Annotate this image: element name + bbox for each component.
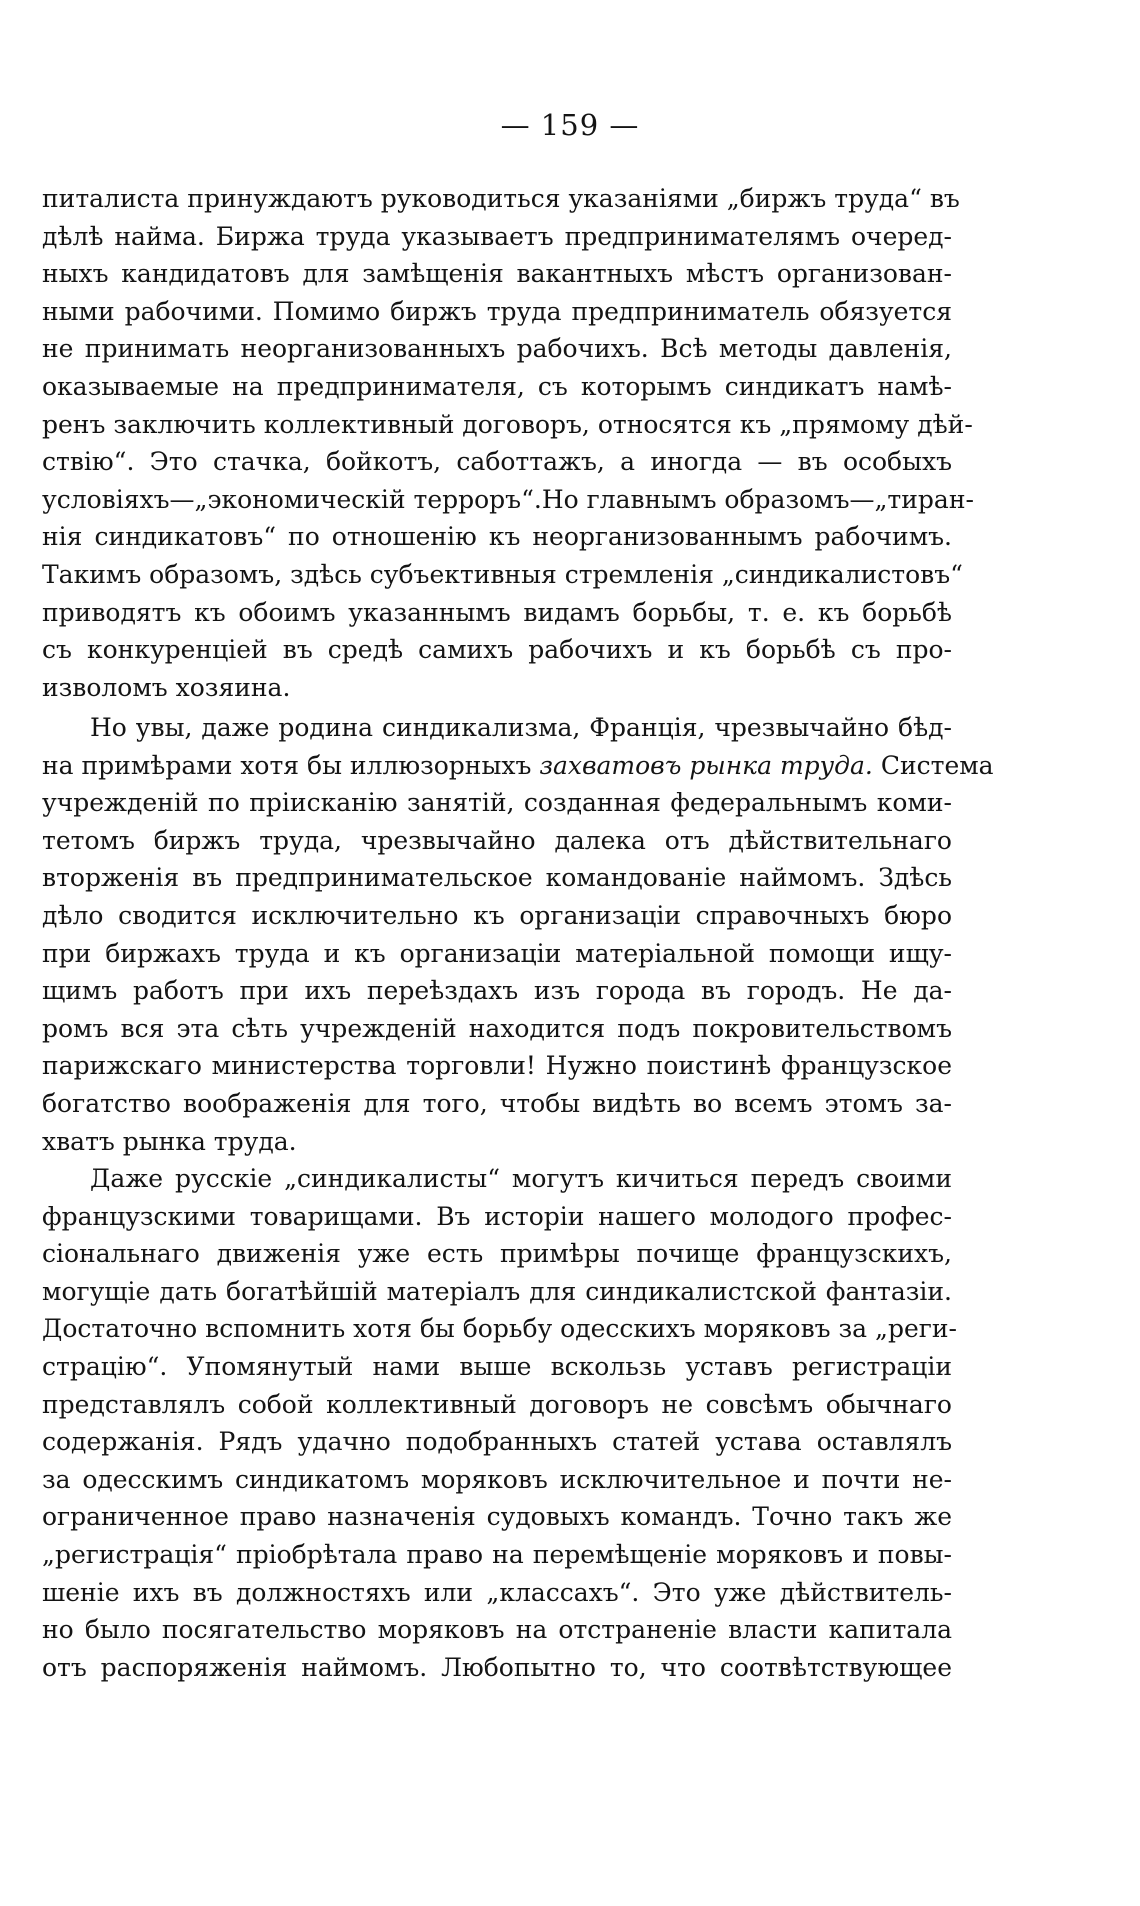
text-line: отъ распоряженія наймомъ. Любопытно то, что соотвѣтствующее xyxy=(42,1652,952,1682)
text-line: ствію“. Это стачка, бойкотъ, саботтажъ, а иногда — въ особыхъ xyxy=(42,447,952,477)
text-line: „регистрація“ пріобрѣтала право на перемѣщеніе моряковъ и повы- xyxy=(42,1539,952,1569)
text-line: сіональнаго движенія уже есть примѣры почище французскихъ, xyxy=(42,1239,952,1269)
text-line: учрежденій по пріисканію занятій, созданная федеральнымъ коми- xyxy=(42,788,952,818)
text-line: Даже русскіе „синдикалисты“ могутъ кичиться передъ своими xyxy=(90,1164,952,1193)
text-line: парижскаго министерства торговли! Нужно поистинѣ французское xyxy=(42,1051,952,1081)
italic-phrase: захватовъ рынка труда. xyxy=(539,750,873,780)
text-segment: на примѣрами хотя бы иллюзорныхъ xyxy=(42,750,540,780)
paragraph-2 xyxy=(42,709,994,1160)
text-line: изволомъ хозяина. xyxy=(42,672,291,702)
text-line: Достаточно вспомнить хотя бы борьбу одесскихъ моряковъ за „реги- xyxy=(42,1314,957,1344)
text-line: хватъ рынка труда. xyxy=(42,1126,297,1156)
text-line: дѣлѣ найма. Биржа труда указываетъ предпринимателямъ очеред- xyxy=(42,221,952,251)
text-line: условіяхъ—„экономическій терроръ“.Но главнымъ образомъ—„тиран- xyxy=(42,484,974,514)
text-line: ренъ заключить коллективный договоръ, относятся къ „прямому дѣй- xyxy=(42,409,973,439)
text-line: питалиста принуждаютъ руководиться указаніями „биржъ труда“ въ xyxy=(42,184,960,213)
text-line: страцію“. Упомянутый нами выше вскользь уставъ регистраціи xyxy=(42,1351,952,1381)
paragraph-1 xyxy=(42,180,974,706)
text-line: щимъ работъ при ихъ переѣздахъ изъ города въ городъ. Не да- xyxy=(42,976,952,1006)
text-line: ными рабочими. Помимо биржъ труда предприниматель обязуется xyxy=(42,296,952,326)
text-line: вторженія въ предпринимательское командованіе наймомъ. Здѣсь xyxy=(42,863,952,893)
text-line: ромъ вся эта сѣть учрежденій находится подъ покровительствомъ xyxy=(42,1013,952,1043)
text-line: ограниченное право назначенія судовыхъ командъ. Точно такъ же xyxy=(42,1502,952,1532)
text-line: съ конкуренціей въ средѣ самихъ рабочихъ и къ борьбѣ съ про- xyxy=(42,635,952,665)
text-line: оказываемые на предпринимателя, съ которымъ синдикатъ намѣ- xyxy=(42,371,952,401)
text-line: французскими товарищами. Въ исторіи нашего молодого профес- xyxy=(42,1201,952,1231)
text-line: представлялъ собой коллективный договоръ не совсѣмъ обычнаго xyxy=(42,1389,952,1419)
text-line: нія синдикатовъ“ по отношенію къ неорганизованнымъ рабочимъ. xyxy=(42,522,952,552)
text-segment: Система xyxy=(872,750,994,780)
text-line: но было посягательство моряковъ на отстраненіе власти капитала xyxy=(42,1615,952,1645)
text-line: богатство воображенія для того, чтобы видѣть во всемъ этомъ за- xyxy=(42,1088,952,1118)
text-line: могущіе дать богатѣйшій матеріалъ для синдикалистской фантазіи. xyxy=(42,1276,952,1306)
text-line: ныхъ кандидатовъ для замѣщенія вакантныхъ мѣстъ организован- xyxy=(42,259,952,289)
text-line: дѣло сводится исключительно къ организаціи справочныхъ бюро xyxy=(42,900,952,930)
page-number: — 159 — xyxy=(500,108,640,142)
text-line: за одесскимъ синдикатомъ моряковъ исключительное и почти не- xyxy=(42,1464,952,1494)
text-line: не принимать неорганизованныхъ рабочихъ. Всѣ методы давленія, xyxy=(42,334,952,364)
text-line: при биржахъ труда и къ организаціи матеріальной помощи ищу- xyxy=(42,938,952,968)
text-line: содержанія. Рядъ удачно подобранныхъ статей устава оставлялъ xyxy=(42,1427,952,1457)
text-line: шеніе ихъ въ должностяхъ или „классахъ“. Это уже дѣйствитель- xyxy=(42,1577,952,1607)
text-line: Такимъ образомъ, здѣсь субъективныя стремленія „синдикалистовъ“ xyxy=(42,559,963,589)
text-line: тетомъ биржъ труда, чрезвычайно далека отъ дѣйствительнаго xyxy=(42,825,952,855)
paragraph-3 xyxy=(42,1160,957,1686)
text-line: Но увы, даже родина синдикализма, Франція, чрезвычайно бѣд- xyxy=(90,713,952,742)
text-line-with-emphasis xyxy=(42,747,994,785)
text-line: приводятъ къ обоимъ указаннымъ видамъ борьбы, т. е. къ борьбѣ xyxy=(42,597,952,627)
